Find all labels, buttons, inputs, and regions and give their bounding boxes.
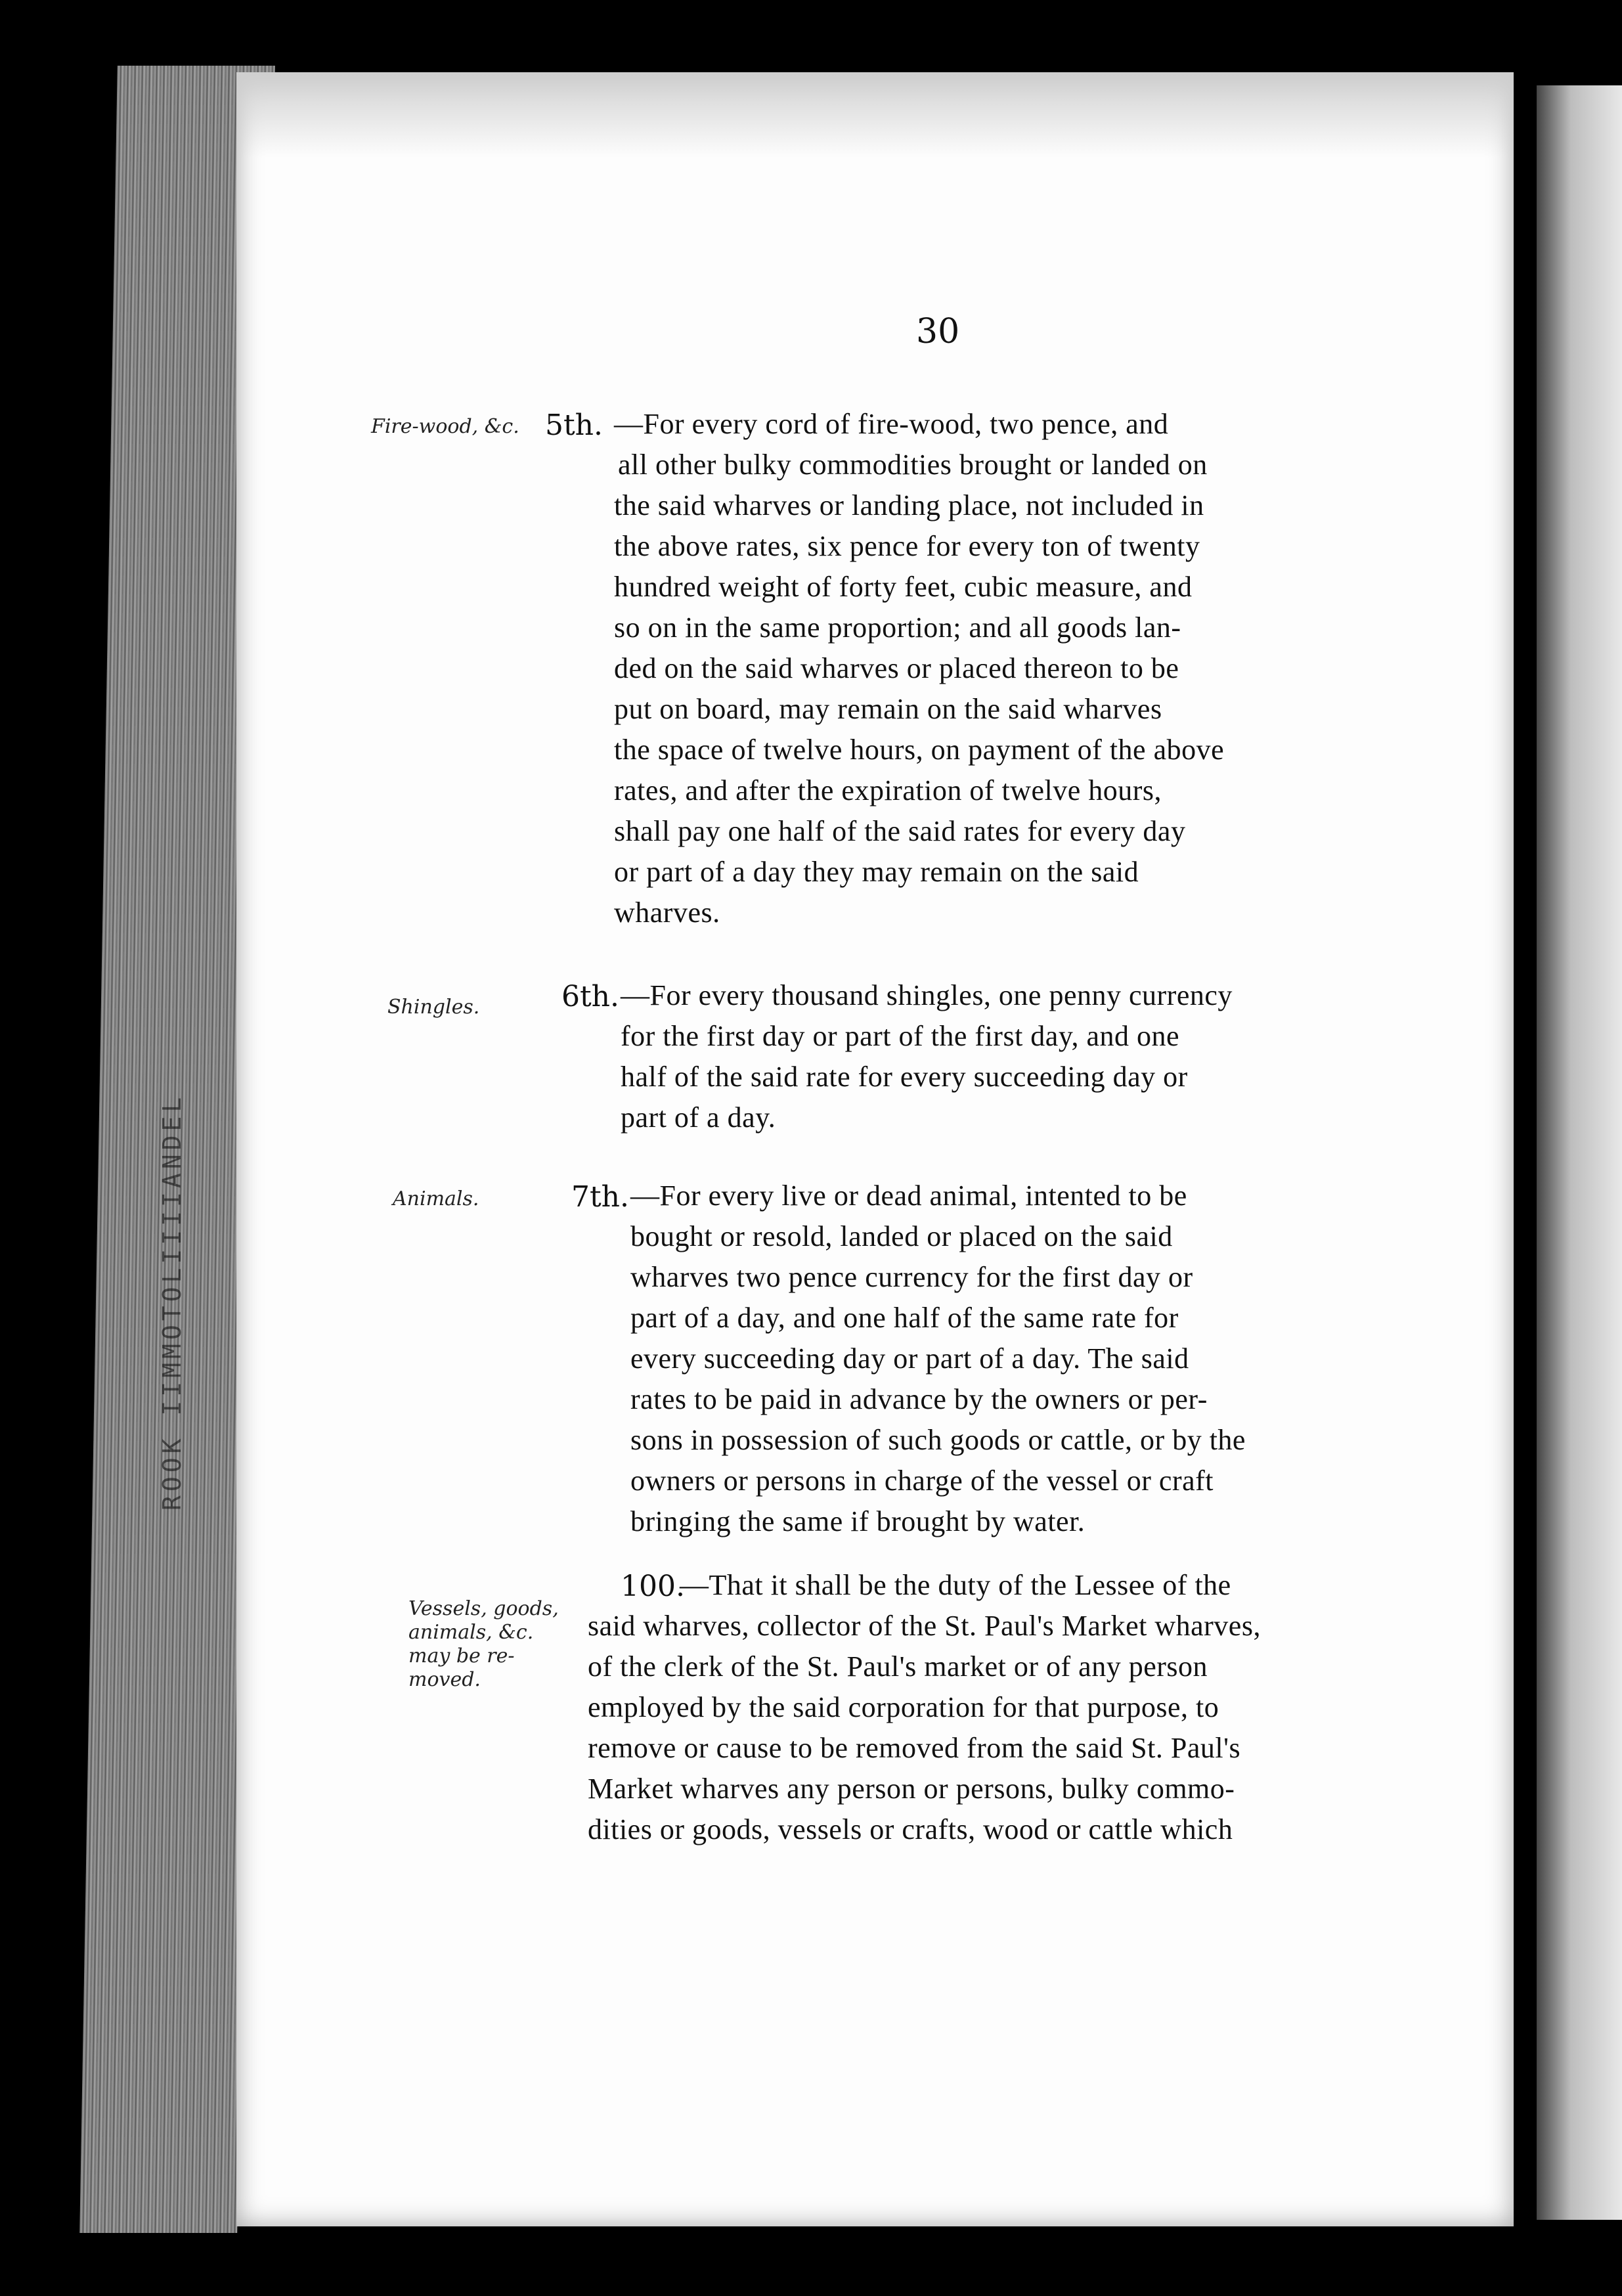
paragraph-6th [621, 975, 1233, 1138]
spine-text: ROOK IIMMOTOLIIIIANDEL [158, 1093, 186, 1511]
page-number: 30 [916, 312, 960, 351]
paragraph-line: half of the said rate for every succeeding day or [621, 1061, 1188, 1093]
paragraph-line: rates, and after the expiration of twelve hours, [614, 774, 1162, 806]
margin-note-line: Vessels, goods, [408, 1597, 559, 1620]
margin-note-firewood: Fire-wood, &c. [371, 415, 519, 438]
paragraph-line: for the first day or part of the first day, and one [621, 1020, 1180, 1052]
paragraph-line: all other bulky commodities brought or landed on [618, 449, 1208, 481]
paragraph-line: of the clerk of the St. Paul's market or of any person [588, 1650, 1208, 1683]
margin-note-vessels [408, 1597, 559, 1692]
section-number-6th: 6th. [561, 980, 619, 1013]
paragraph-line: every succeeding day or part of a day. The said [630, 1342, 1189, 1375]
paragraph-line: so on in the same proportion; and all goods lan- [614, 611, 1181, 644]
paragraph-line: ded on the said wharves or placed thereon to be [614, 652, 1179, 684]
margin-note-line: moved. [408, 1668, 481, 1691]
paragraph-line: —That it shall be the duty of the Lessee of the [680, 1569, 1231, 1601]
paragraph-line: the above rates, six pence for every ton of twenty [614, 530, 1200, 562]
paragraph-line: sons in possession of such goods or cattle, or by the [630, 1424, 1246, 1456]
paragraph-line: shall pay one half of the said rates for every day [614, 815, 1186, 847]
margin-note-line: may be re- [408, 1645, 515, 1667]
paragraph-line: part of a day, and one half of the same rate for [630, 1302, 1179, 1334]
facing-page-edge [1537, 85, 1622, 2220]
page-shadow [236, 72, 1514, 158]
paragraph-line: or part of a day they may remain on the said [614, 856, 1139, 888]
paragraph-line: the space of twelve hours, on payment of the above [614, 734, 1225, 766]
paragraph-line: the said wharves or landing place, not included in [614, 489, 1204, 521]
paragraph-line: dities or goods, vessels or crafts, wood or cattle which [588, 1813, 1233, 1845]
paragraph-line: rates to be paid in advance by the owners or per- [630, 1383, 1208, 1415]
margin-note-shingles: Shingles. [387, 996, 480, 1019]
section-number-7th: 7th. [571, 1180, 629, 1214]
paragraph-line: employed by the said corporation for that purpose, to [588, 1691, 1219, 1723]
paragraph-line: bought or resold, landed or placed on the said [630, 1220, 1173, 1252]
paragraph-line: remove or cause to be removed from the said St. Paul's [588, 1732, 1241, 1764]
paragraph-line: owners or persons in charge of the vessel or craft [630, 1465, 1214, 1497]
paragraph-line: part of a day. [621, 1101, 776, 1134]
paragraph-line: Market wharves any person or persons, bulky commo- [588, 1773, 1235, 1805]
paragraph-line: wharves. [614, 896, 720, 929]
paragraph-line: wharves two pence currency for the first day or [630, 1261, 1193, 1293]
margin-note-animals: Animals. [393, 1187, 479, 1210]
paragraph-line: —For every live or dead animal, intented to be [630, 1180, 1187, 1212]
paragraph-line: put on board, may remain on the said wharves [614, 693, 1162, 725]
section-number-100: 100. [621, 1570, 685, 1603]
paragraph-7th [630, 1176, 1246, 1542]
section-number-5th: 5th. [545, 408, 603, 442]
paragraph-5th [614, 404, 1224, 933]
margin-note-line: animals, &c. [408, 1621, 534, 1644]
paragraph-line: —For every cord of fire-wood, two pence, and [614, 408, 1169, 440]
paragraph-line: hundred weight of forty feet, cubic measure, and [614, 571, 1193, 603]
paragraph-line: —For every thousand shingles, one penny currency [621, 979, 1233, 1011]
paragraph-line: said wharves, collector of the St. Paul's Market wharves, [588, 1610, 1261, 1642]
document-page [236, 72, 1514, 2226]
paragraph-line: bringing the same if brought by water. [630, 1505, 1085, 1537]
paragraph-100 [588, 1565, 1261, 1850]
